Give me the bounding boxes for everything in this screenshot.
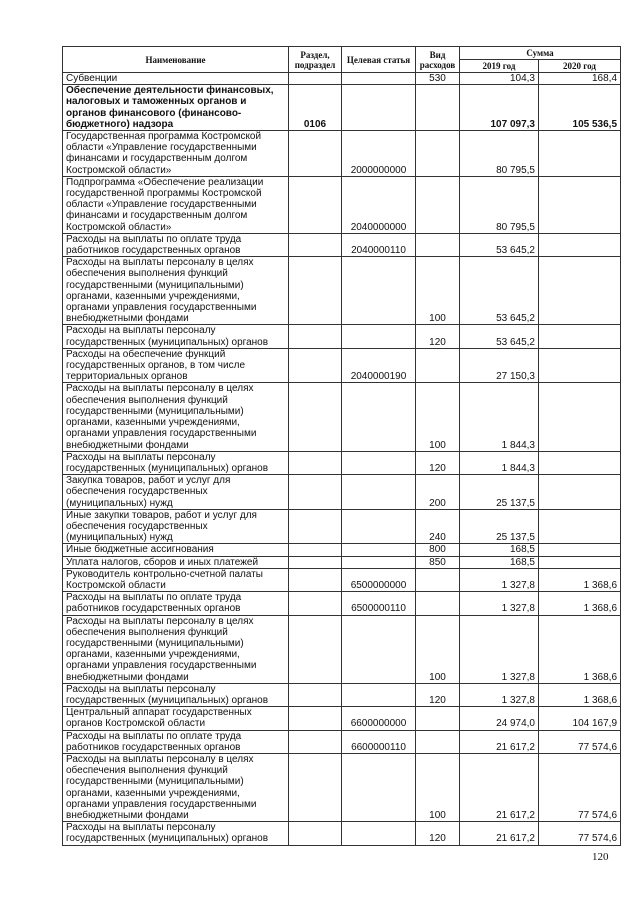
row-section	[289, 325, 342, 348]
row-sum-2020: 77 574,6	[539, 730, 621, 753]
row-expense-type: 530	[416, 73, 460, 85]
budget-table	[62, 46, 621, 846]
row-sum-2020	[539, 451, 621, 474]
row-expense-type: 850	[416, 556, 460, 568]
page-number: 120	[592, 851, 609, 863]
row-sum-2020	[539, 176, 621, 233]
table-row	[63, 73, 621, 85]
row-sum-2019: 1 844,3	[460, 451, 539, 474]
row-section: 0106	[289, 85, 342, 131]
row-sum-2019: 80 795,5	[460, 131, 539, 177]
row-expense-type: 120	[416, 325, 460, 348]
row-target	[342, 85, 416, 131]
row-target: 6500000110	[342, 592, 416, 615]
row-section	[289, 176, 342, 233]
row-target: 2000000000	[342, 131, 416, 177]
table-row	[63, 85, 621, 131]
row-name: Расходы на выплаты персоналу государственных (муниципальных) органов	[63, 325, 289, 348]
row-section	[289, 475, 342, 510]
table-row	[63, 475, 621, 510]
row-name: Иные закупки товаров, работ и услуг для обеспечения государственных (муниципальных) нужд	[63, 509, 289, 544]
row-sum-2020: 1 368,6	[539, 568, 621, 591]
table-row	[63, 451, 621, 474]
row-sum-2019: 1 844,3	[460, 383, 539, 451]
row-name: Расходы на выплаты по оплате труда работников государственных органов	[63, 233, 289, 256]
row-target	[342, 683, 416, 706]
row-name: Расходы на выплаты персоналу в целях обеспечения выполнения функций государственными (муниципальными) органами, казенными учреждениями, органами управления государственными внебюджетными фондами	[63, 383, 289, 451]
row-sum-2020: 1 368,6	[539, 683, 621, 706]
row-name: Расходы на выплаты персоналу в целях обеспечения выполнения функций государственными (муниципальными) органами, казенными учреждениями, органами управления государственными внебюджетными фондами	[63, 257, 289, 325]
row-target	[342, 73, 416, 85]
row-expense-type: 100	[416, 383, 460, 451]
row-name: Расходы на выплаты персоналу государственных (муниципальных) органов	[63, 451, 289, 474]
row-expense-type: 240	[416, 509, 460, 544]
row-target	[342, 822, 416, 845]
row-section	[289, 509, 342, 544]
row-target	[342, 544, 416, 556]
row-target	[342, 325, 416, 348]
row-section	[289, 730, 342, 753]
table-row	[63, 325, 621, 348]
row-section	[289, 707, 342, 730]
header-section: Раздел, подраздел	[289, 47, 342, 73]
row-name: Расходы на выплаты по оплате труда работников государственных органов	[63, 730, 289, 753]
table-row	[63, 509, 621, 544]
row-name: Уплата налогов, сборов и иных платежей	[63, 556, 289, 568]
row-sum-2020: 1 368,6	[539, 592, 621, 615]
row-section	[289, 383, 342, 451]
row-sum-2020	[539, 556, 621, 568]
table-row	[63, 568, 621, 591]
row-expense-type	[416, 176, 460, 233]
row-sum-2020	[539, 475, 621, 510]
row-expense-type: 800	[416, 544, 460, 556]
row-section	[289, 73, 342, 85]
row-sum-2019: 1 327,8	[460, 568, 539, 591]
row-name: Расходы на выплаты по оплате труда работников государственных органов	[63, 592, 289, 615]
row-target	[342, 509, 416, 544]
row-name: Центральный аппарат государственных органов Костромской области	[63, 707, 289, 730]
row-sum-2019: 21 617,2	[460, 753, 539, 821]
row-section	[289, 233, 342, 256]
row-target	[342, 383, 416, 451]
row-sum-2019: 1 327,8	[460, 683, 539, 706]
row-sum-2020	[539, 131, 621, 177]
row-name: Расходы на обеспечение функций государственных органов, в том числе территориальных органов	[63, 348, 289, 383]
row-section	[289, 131, 342, 177]
row-sum-2020	[539, 383, 621, 451]
row-sum-2020	[539, 509, 621, 544]
table-row	[63, 707, 621, 730]
row-target: 2040000000	[342, 176, 416, 233]
table-body	[63, 73, 621, 846]
table-row	[63, 131, 621, 177]
row-sum-2020: 105 536,5	[539, 85, 621, 131]
row-section	[289, 556, 342, 568]
header-sum: Сумма	[460, 47, 621, 60]
header-expense-type: Вид расходов	[416, 47, 460, 73]
row-section	[289, 615, 342, 683]
row-sum-2019: 27 150,3	[460, 348, 539, 383]
row-expense-type	[416, 592, 460, 615]
header-target: Целевая статья	[342, 47, 416, 73]
row-section	[289, 568, 342, 591]
row-target	[342, 615, 416, 683]
row-sum-2019: 24 974,0	[460, 707, 539, 730]
table-row	[63, 753, 621, 821]
row-sum-2019: 25 137,5	[460, 509, 539, 544]
row-expense-type: 200	[416, 475, 460, 510]
row-section	[289, 753, 342, 821]
row-sum-2020	[539, 348, 621, 383]
row-sum-2020	[539, 233, 621, 256]
row-name: Государственная программа Костромской области «Управление государственными финансами и государственным долгом Костромской области»	[63, 131, 289, 177]
row-target	[342, 257, 416, 325]
table-row	[63, 257, 621, 325]
row-sum-2019: 1 327,8	[460, 615, 539, 683]
header-year-2020: 2020 год	[539, 60, 621, 73]
row-section	[289, 451, 342, 474]
row-name: Иные бюджетные ассигнования	[63, 544, 289, 556]
row-sum-2019: 53 645,2	[460, 257, 539, 325]
row-sum-2019: 80 795,5	[460, 176, 539, 233]
row-sum-2020	[539, 544, 621, 556]
row-expense-type	[416, 233, 460, 256]
table-row	[63, 383, 621, 451]
row-sum-2019: 107 097,3	[460, 85, 539, 131]
row-section	[289, 822, 342, 845]
document-page	[62, 46, 620, 846]
row-target	[342, 753, 416, 821]
row-name: Субвенции	[63, 73, 289, 85]
row-target: 2040000110	[342, 233, 416, 256]
row-sum-2019: 168,5	[460, 544, 539, 556]
row-section	[289, 683, 342, 706]
row-sum-2020: 77 574,6	[539, 822, 621, 845]
row-expense-type	[416, 707, 460, 730]
table-row	[63, 822, 621, 845]
row-expense-type: 120	[416, 683, 460, 706]
row-name: Подпрограмма «Обеспечение реализации государственной программы Костромской области «Управление государственными финансами и государственным долгом Костромской области»	[63, 176, 289, 233]
row-sum-2019: 104,3	[460, 73, 539, 85]
row-target: 6600000000	[342, 707, 416, 730]
row-name: Обеспечение деятельности финансовых, налоговых и таможенных органов и органов финансового (финансово-бюджетного) надзора	[63, 85, 289, 131]
table-row	[63, 592, 621, 615]
row-sum-2019: 21 617,2	[460, 730, 539, 753]
row-expense-type	[416, 730, 460, 753]
table-row	[63, 348, 621, 383]
row-sum-2019: 25 137,5	[460, 475, 539, 510]
table-header	[63, 47, 621, 73]
table-row	[63, 176, 621, 233]
row-sum-2020	[539, 257, 621, 325]
row-target: 2040000190	[342, 348, 416, 383]
row-target: 6500000000	[342, 568, 416, 591]
table-row	[63, 683, 621, 706]
row-section	[289, 592, 342, 615]
row-name: Расходы на выплаты персоналу в целях обеспечения выполнения функций государственными (муниципальными) органами, казенными учреждениями, органами управления государственными внебюджетными фондами	[63, 753, 289, 821]
row-expense-type	[416, 85, 460, 131]
row-name: Расходы на выплаты персоналу в целях обеспечения выполнения функций государственными (муниципальными) органами, казенными учреждениями, органами управления государственными внебюджетными фондами	[63, 615, 289, 683]
row-sum-2019: 21 617,2	[460, 822, 539, 845]
row-sum-2019: 53 645,2	[460, 233, 539, 256]
row-section	[289, 348, 342, 383]
header-year-2019: 2019 год	[460, 60, 539, 73]
row-expense-type: 100	[416, 753, 460, 821]
header-name: Наименование	[63, 47, 289, 73]
row-name: Расходы на выплаты персоналу государственных (муниципальных) органов	[63, 683, 289, 706]
row-target: 6600000110	[342, 730, 416, 753]
row-name: Расходы на выплаты персоналу государственных (муниципальных) органов	[63, 822, 289, 845]
row-expense-type: 100	[416, 257, 460, 325]
row-expense-type	[416, 348, 460, 383]
row-sum-2019: 168,5	[460, 556, 539, 568]
row-expense-type	[416, 131, 460, 177]
table-row	[63, 730, 621, 753]
row-section	[289, 544, 342, 556]
row-expense-type: 100	[416, 615, 460, 683]
row-target	[342, 475, 416, 510]
row-sum-2019: 53 645,2	[460, 325, 539, 348]
table-row	[63, 544, 621, 556]
row-name: Закупка товаров, работ и услуг для обеспечения государственных (муниципальных) нужд	[63, 475, 289, 510]
row-sum-2019: 1 327,8	[460, 592, 539, 615]
row-sum-2020: 168,4	[539, 73, 621, 85]
row-expense-type: 120	[416, 451, 460, 474]
row-target	[342, 451, 416, 474]
table-row	[63, 556, 621, 568]
row-sum-2020	[539, 325, 621, 348]
row-expense-type: 120	[416, 822, 460, 845]
row-target	[342, 556, 416, 568]
table-row	[63, 233, 621, 256]
row-sum-2020: 104 167,9	[539, 707, 621, 730]
row-sum-2020: 1 368,6	[539, 615, 621, 683]
row-section	[289, 257, 342, 325]
row-name: Руководитель контрольно-счетной палаты Костромской области	[63, 568, 289, 591]
row-expense-type	[416, 568, 460, 591]
table-row	[63, 615, 621, 683]
row-sum-2020: 77 574,6	[539, 753, 621, 821]
